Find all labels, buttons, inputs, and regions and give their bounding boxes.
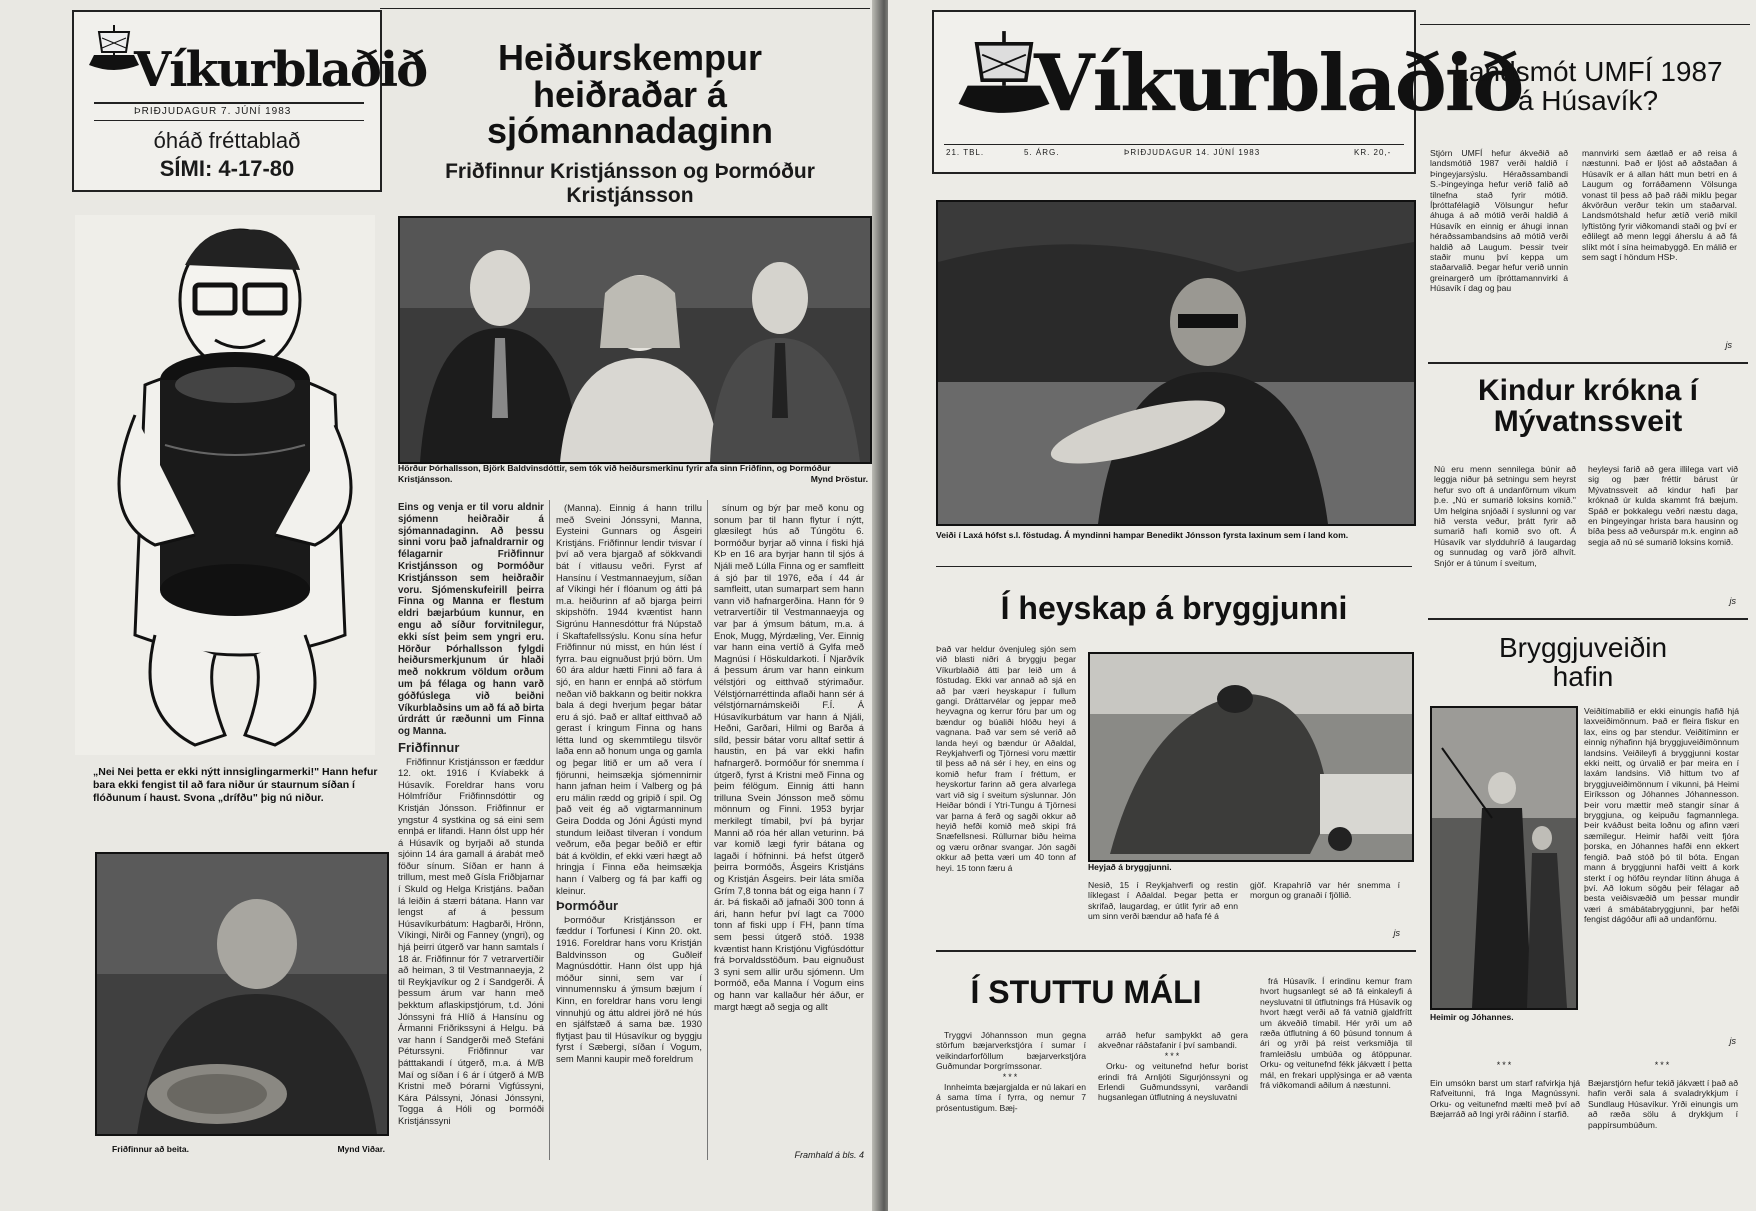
kindur-signature: js <box>1729 596 1736 606</box>
kindur-col-2: heyleysi farið að gera illilega vart við sig og þær fréttir bárust úr Mývatnssveit að kindur hafi þar króknað úr kulda skammt frá bæjum. Spáð er þokkalegu veðri næstu daga, en Þingeyingar hrista bara hausinn og bíða þess að veðurspár m.k. enginn að segja að nú sé sumarið loksins komið. <box>1588 464 1738 547</box>
stuttu-item-1: Tryggvi Jóhannsson mun gegna störfum bæjarverkstjóra í sumar í veikindarforföllum bæjarverkstjóra Guðmundar Þorgrímssonar. <box>936 1030 1086 1072</box>
stuttu-item-3: Orku- og veitunefnd hefur borist erindi frá Arnljóti Sigurjónssyni og Erlendi Guðmundssyni, varðandi hugsanlegan útflutning á neysluvatni <box>1098 1061 1248 1103</box>
main-photo-three-people <box>398 216 872 464</box>
main-headline: Heiðurskempur heiðraðar á sjómannadaginn <box>486 37 774 152</box>
masthead-right <box>932 10 1523 174</box>
stuttu-item-2: Innheimta bæjargjalda er nú lakari en á sama tíma í fyrra, og nemur 7 prósentustigum. Bæj- <box>936 1082 1086 1113</box>
article-body-fridfinnur: Friðfinnur Kristjánsson er fæddur 12. okt. 1916 í Kvíabekk á Húsavík. Foreldrar hans voru Hólmfríður Friðfinnsdóttir og Kristján Jónsson. Friðfinnur er yngstur 4 systkina og sá eini sem ennþá er lifandi. Hann ólst upp hér á Húsavík og byrjaði að stunda sjóinn 14 ára gamall á árabát með föður sínum. Síðan er hann á trillum, mest með Gísla Friðbjarnar í Skuld og Helga Kristjáns. Þaðan lá leiðin á stærri bátana. Hann var lengst af á þessum Húsavíkurbátum: Hagbarði, Hrönn, Víkingi, Nirði og Fanney (yngri), og hjá þeirri útgerð var hann samtals í 18 ár. Friðfinnur fór 7 vetrarvertíðir að heiman, 3 til Vestmannaeyja, 2 til Reykjavíkur og 2 í Sandgerði. Á þessum árum var hann með þekktum aflaskipstjórum, t.d. Jóni Jónssyni frá Hlíð á Hansínu og Ármanni Friðrikssyni á Helgu. Þá var hann í Sandgerði með Stefáni Péturssyni. Friðfinnur var þátttakandi í útgerð, m.a. á M/B Maí og síðan í 6 ár í útgerð á M/B Kristni með Þórarni Vigfússyni, Kára Pálssyni, Jónasi Jónssyni, Togga á Hóli og Þormóði Kristjánssyni <box>398 755 544 1126</box>
stuttu-col-5: Bæjarstjórn hefur tekið jákvætt í það að hafin verði sala á svaladrykkjum í Sundlaug Húsavíkur. Yrði einungis um að ræða sölu á drykkjum í pappírsumbúðum. <box>1588 1078 1738 1130</box>
masthead-left <box>72 10 427 192</box>
hay-photo-caption: Heyjað á bryggjunni. <box>1088 862 1172 872</box>
masthead-right-date: ÞRIÐJUDAGUR 14. JÚNÍ 1983 <box>1124 148 1261 157</box>
bryggju-body: Veiðitímabilið er ekki einungis hafið hjá laxveiðimönnum. Það er fleira fiskur en lax, eins og þar stendur. Veiðitíminn er einnig nýhafinn hjá bryggjuveiðimönnum landsins. Veiðileyfi á bryggjunni kostar ekki neitt, og úrvalið er þar meira en í laxám landsins. Við hittum tvo af bryggjuveiðimönnum í vikunni, þá Heimi Eiríksson og Jóhannes Jóhannesson. Þeir voru mættir með stangir sínar á bryggjuna, og keipuðu fagmannlega. Þeir kváðust beita loðnu og afinn væri sæmilegur. Heimir hafði veitt fjóra þorska, en Jóhannes hafði enn ekkert fengið. Það stóð þó til bóta. Engan mann á bryggjunni hafði veitt á kork sterkt í og höfðu reyndar lítinn áhuga á því. Að lokum sögðu þeir félagar að besta veiðisvæðið um þessar mundir væri á smábátabryggjunni, þar hefði fengist dágóður afli að undanförnu. <box>1584 706 1739 925</box>
masthead-date: ÞRIÐJUDAGUR 7. JÚNÍ 1983 <box>134 106 292 117</box>
stuttu-col-3 <box>1260 976 1412 1200</box>
article-column-2 <box>556 502 702 1162</box>
photo-fridfinnur-baiting <box>95 852 389 1136</box>
stars-separator-2: *** <box>1164 1050 1182 1061</box>
masthead-price: KR. 20,- <box>1354 148 1392 157</box>
bottom-photo-credit: Mynd Viðar. <box>337 1144 385 1154</box>
stuttu-mali-headline: Í STUTTU MÁLI <box>970 974 1202 1010</box>
stars-separator-1: *** <box>1002 1071 1020 1082</box>
heyskap-body: Það var heldur óvenjuleg sjón sem við blasti niðri á bryggju þegar Víkurblaðið átti þar leið um á föstudag. Ekki var annað að sjá en að þar væri heyskapur í fullum gangi. Dráttarvélar og jeppar með heyvagna og kerrur fóru þar um og bændur og búaliði hlóðu heyi á vagnana. Það var sem sé verið að landa heyi og bændur úr Aðaldal, Reykjahverfi og Tjörnesi voru mættir til þess að ná sér í hey, en eins og komið hefur fram í fréttum, er heyskortur farinn að gera alvarlega vart við sig í sveitum sýslunnar. Jón Heiðar bóndi í Ytri-Tungu á Tjörnesi var þarna á ferð og sagði okkur að heyið hefði komið með skipi frá Snæfellsnesi. Rúllurnar biðu heima og væru orðnar svangar. Jón sagði okkur að þetta væri um 40 tonn af heyi. 15 tonn færu á <box>936 644 1076 873</box>
fishing-photo-caption: Veiði í Laxá hófst s.l. föstudag. Á myndinni hampar Benedikt Jónsson fyrsta laxinum sem í land kom. <box>936 530 1349 540</box>
subhead-thormodur: Þormóður <box>556 898 619 914</box>
continued-note: Framhald á bls. 4 <box>794 1150 864 1160</box>
anglers-photo-caption: Heimir og Jóhannes. <box>1430 1012 1514 1022</box>
bryggju-headline: Bryggjuveiðin hafin <box>1498 632 1668 692</box>
fishing-photo-laxa <box>936 200 1416 526</box>
article-body-thormodur: Þormóður Kristjánsson er fæddur í Torfunesi í Kinn 20. okt. 1916. Foreldrar hans voru Kristján Baldvinsson og Guðleif Magnúsdóttir. Hann ólst upp hjá móður sinni, sem var í vinnumennsku á ýmsum bæjum í Kinn, en foreldrar hans voru lengi vinnuhjú og áttu aldrei jörð né hús en sjálfstæð á sama bæ. 1930 flytjast þau til Húsavíkur og byggju fyrst í Sæbergi, síðan í Vogum, sem Manni kaupir með foreldrum <box>556 913 702 1064</box>
bottom-photo-caption: Friðfinnur að beita. <box>112 1144 189 1154</box>
masthead-logo-text: Víkurblaðið <box>134 42 427 98</box>
heyskap-body-2: Nesið, 15 í Reykjahverfi og restin líklegast í Aðaldal. Þegar þetta er skrifað, laugardag, er útlit fyrir að enn um sinn verði bændur að hafa fé á <box>1088 880 1238 922</box>
heyskap-body-3: gjöf. Krapahríð var hér snemma í morgun og granaði í fjöllið. <box>1250 880 1400 901</box>
article-intro: Eins og venja er til voru aldnir sjómenn heiðraðir á sjómannadaginn. Að þessu sinni voru það jafnaldrarnir og félagarnir Friðfinnur Kristjánsson og Þormóður Kristjánsson sem heiðraðir voru. Sjómenskufeirill þeirra Finna og Manna er flestum eldri bæjarbúum kunnur, en engu að síður forvitnilegur, ekki síst þeim sem yngri eru. Hörður Þórhallsson fylgdi heiðursmerkjunum úr hlaði með nokkrum völdum orðum um þá félaga og hann varð góðfúslega við beiðni Víkurblaðsins um að fá að birta úrdrátt úr ræðunni um Finna og Manna. <box>398 502 544 738</box>
main-subheadline: Friðfinnur Kristjánsson og Þormóður Kristjánsson <box>445 160 815 207</box>
cartoon-drawing <box>75 215 375 755</box>
anglers-on-pier-photo <box>1430 706 1578 1010</box>
stuttu-col-1 <box>936 1030 1086 1200</box>
landsmot-signature: js <box>1725 340 1732 350</box>
masthead-issue: 21. TBL. <box>946 148 985 157</box>
main-photo-credit: Mynd Þröstur. <box>810 474 868 484</box>
article-body-col3: sínum og býr þar með konu og sonum þar til hann flytur í nýtt, glæsilegt hús að Túngötu 6. Þormóður byrjar að vinna í fiski hjá KÞ en 16 ara byrjar hann til sjós á Njáli með Lúlla Finna og er samfleitt á sjó þar til 1976, eða í 44 ár samfleitt, utan sumarpart sem hann vann við hafnargerðina. Hann fór 9 vetrarvertíðir til Vestmannaeyja og var þar á ýmsum bátum, m.a. á Enok, Mugg, Mýrdæling, Ver. Einnig var hann eina vertíð á Gylfa með Magnúsi í Höskuldarkoti. Í Njarðvík á þessum árum var hann einkum vélstjóri og eitthvað stýrimaður. Vélstjórnarréttinda aflaði hann sér á vélstjórnarnámskeiði F.Í. Á Húsavíkurbátum var hann á Njáli, Heðni, Garðari, Hilmi og Barða á síld, þessir bátar voru alltaf settir á haustin, en þá var ekki hafin hafnargerð. Þormóður fór snemma í útgerð, fyrst á Kristni með Finna og þeim félögum. Einnig átti hann trilluna Svein Jónsson með sömu mönnum og Finni. 1953 byrjar merkilegt tímabil, því þá byrjar Manni að róa hér allan veturinn. Þá var komið lægi fyrir bátana og lagaði í höfninni. Þá hefst útgerð þeirra Þormóðs, Ásgeirs Kristjáns og Kristján Ásgeirs. Þeir láta smíða Grím 7,8 tonna bát og eiga hann í 7 ár. Þá fiskaði að jafnaði 300 tonn á ári, hann hefur því lagt ca 7000 tonn af fiski upp í FH, þann tíma sem þessi útgerð stóð. 1938 kvæntist hann Kristjónu Vigfúsdóttur frá Þorvaldsstöðum. Þau eignuðust 3 syni sem allir urðu sjómenn. Um Þormóð, eða Manna í Vogum eins og hann var kallaður hér áður, er margt hægt að segja og allt <box>714 502 864 1012</box>
masthead-tagline: óháð fréttablað <box>153 128 301 153</box>
cartoon-caption: „Nei Nei þetta er ekki nýtt innsiglingarmerki!" Hann hefur bara ekki fengist til að fara niður úr staurnum síðan í flóðunum í haust. Svona „drífðu" þig nú niður. <box>93 766 378 804</box>
stuttu-col-4: Ein umsókn barst um starf rafvirkja hjá Rafveitunni, frá Inga Magnússyni. Orku- og veitunefnd mælti með því að Bæjarráð að Ingi yrði ráðinn í starfið. <box>1430 1078 1580 1120</box>
landsmot-col-1: Stjórn UMFÍ hefur ákveðið að landsmótið 1987 verði haldið í Þingeyjarsýslu. Héraðssambandi S.-Þingeyinga hefur verið falið að tilnefna stað fyrir mótið. Íþróttafélagið Völsungur hefur áhuga á að mótið verði haldið á Húsavík en einnig er áhugi innan héraðssambandsins að mótið verði haldið að Laugum. Þessir tveir staðir munu því keppa um staðarvalið. Þegar hefur verið unnin greinargerð um íþróttamannvirki á Húsavík í dag og þau <box>1430 148 1568 294</box>
landsmot-col-2: mannvirki sem áætlað er að reisa á næstunni. Það er ljóst að aðstaðan á Húsavík er á allan hátt mun betri en á Laugum og forráðamenn Völsunga vonast til þess að það ráði miklu þegar ákvörðun verður tekin um staðarval. Landsmótshald hefur ætíð verið mikil lyftistöng fyrir viðkomandi staði og því er eðlilegt að menn leggi áherslu á að fá slíkt mót í sína heimabyggð. En málið er sem sagt í höndum HSÞ. <box>1582 148 1737 263</box>
stuttu-col-2 <box>1098 1030 1248 1200</box>
bryggju-signature: js <box>1729 1036 1736 1046</box>
subhead-fridfinnur: Friðfinnur <box>398 739 460 755</box>
right-newspaper-page <box>888 0 1756 1211</box>
stars-separator-4: *** <box>1654 1060 1672 1070</box>
article-column-3 <box>714 502 864 1147</box>
stars-separator-3: *** <box>1496 1060 1514 1070</box>
kindur-headline: Kindur krókna í Mývatnssveit <box>1477 374 1699 438</box>
heyskap-headline: Í heyskap á bryggjunni <box>1000 590 1348 626</box>
stuttu-item-2-cont: arráð hefur samþykkt að gera akveðnar ráðstafanir í því sambandi. <box>1098 1030 1248 1051</box>
masthead-phone: SÍMI: 4-17-80 <box>159 156 295 181</box>
kindur-col-1: Nú eru menn sennilega búnir að leggja niður þá setningu sem heyrst hefur svo oft á undanförnum vikum þ.e. „Nú er sumarið loksins komið." Um helgina snjóaði í syslunni og var hið versta veður, þrátt fyrir að sumarið hafi komið svo oft. Á Húsavík var slydduhríð á laugardag og sunnudag og varð jörð alhvít. Snjór er á túnum í sveitum, <box>1434 464 1576 568</box>
masthead-year: 5. ÁRG. <box>1024 148 1060 157</box>
stuttu-item-3-cont: frá Húsavík. Í erindinu kemur fram hvort hugsanlegt sé að fá einkaleyfi á neysluvatni til útflutnings frá Húsavík og hvort hægt verði að fá vatnið gjaldfrítt um ákveðið tímabil. Hér yrði um að ræða útflutning á 60 þúsund tonnum á ári og yrði þá reist verksmiðja til framleiðslu umbúða og átöppunar. Orku- og veitunefnd fékk jákvætt í þetta mál, en frekari upplýsinga er að vænta frá viðkomandi aðilum á næstunni. <box>1260 976 1412 1091</box>
article-body-col2: (Manna). Einnig á hann trillu með Sveini Jónssyni, Manna, Eysteini Gunnars og Ásgeiri Kristjáns. Friðfinnur lendir tvisvar í því að vera bjargað af sökkvandi bát í vitlausu veðri. Fyrst af Hansínu í Vestmannaeyjum, síðan af Víkingi hér í flóanum og átti þá m.a. heiðurinn af að bjarga þeirri skipshöfn. 1944 kvæntist hann Sigrúnu Hannesdóttur frá Núpstað í Skaftafellssýslu. Konu sína hefur Friðfinnur nú misst, en hún lést í fyrra. Þau eignuðust þrjú börn. Um 60 ára aldur hætti Finni að fara á sjó, en hann er ennþá að störfum neðan við bakkann og beitir nokkra bala á degi hverjum þegar bátar eru á sjó. Það er alltaf eitthvað að gerast í kringum Finna og hans létta lund og skemmtilegu tilsvör laða enn að honum unga og gamla og þegar litið er um að vera í fjörunni, heimsækja sjómennirnir hann jafnan heim í Valberg og þá eru málin rædd og gripið í spil. Og það veit ég að vigtarmanninum Geira Dodda og Jóni Ágústi mynd stundum leiðast tilveran í vondum veðrum, eða þegar beðið er eftir bát á kvöldin, ef ekki væri hægt að hringja í Finna eða heimsækja hann í Valberg og fá þar kaffi og kleinur. <box>556 502 702 896</box>
landsmot-headline: Landsmót UMFÍ 1987 á Húsavík? <box>1453 56 1723 116</box>
main-photo-caption: Hörður Þórhallsson, Björk Baldvinsdóttir, sem tók við heiðursmerkinu fyrir afa sinn Friðfinn, og Þormóður Kristjánsson. <box>398 463 831 484</box>
masthead-right-logo-text: Víkurblaðið <box>1034 38 1523 129</box>
heyskap-signature: js <box>1393 928 1400 938</box>
article-column-1 <box>398 502 544 1162</box>
hay-on-pier-photo <box>1088 652 1414 862</box>
